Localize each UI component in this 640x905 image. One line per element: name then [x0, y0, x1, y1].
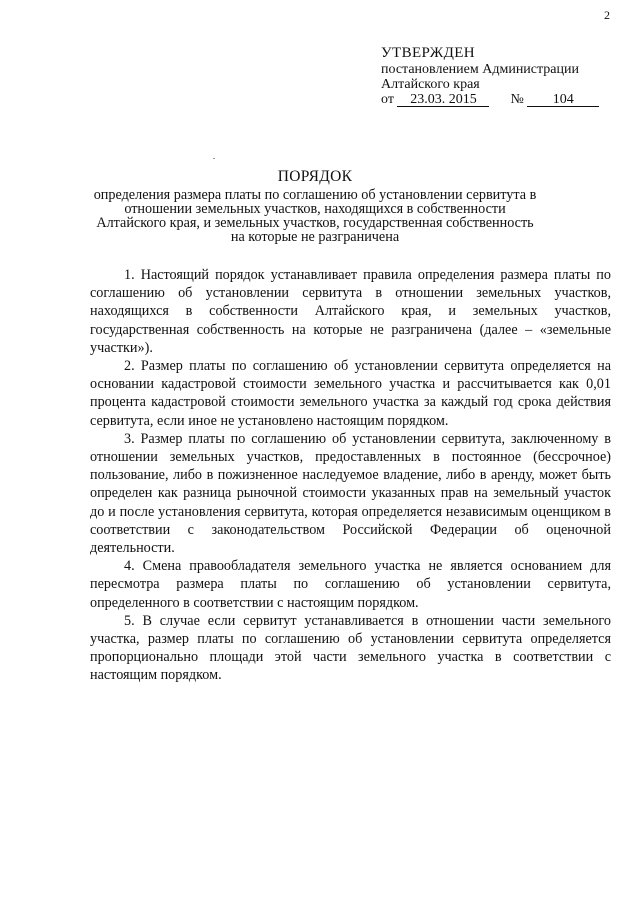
approval-line-1: постановлением Администрации [381, 62, 579, 77]
approval-number: 104 [527, 93, 599, 107]
document-title: ПОРЯДОК [277, 168, 353, 185]
approval-date: 23.03. 2015 [397, 93, 489, 107]
approval-line-2: Алтайского края [381, 77, 480, 92]
document-subtitle: определения размера платы по соглашению об установлении сервитута в отношении земельных участков, находящихся в собственности Алтайского края, и земельных участков, государственная собственность на которые не разграничена [93, 187, 537, 245]
document-body [90, 266, 611, 685]
paragraph-3: 3. Размер платы по соглашению об установлении сервитута, заключенному в отношении земельных участков, предоставленных в постоянное (бессрочное) пользование, либо в пожизненное наследуемое владение, либо в аренду, может быть определен как разница рыночной стоимости указанных прав на земельный участок до и после установления сервитута, которая определяется независимым оценщиком в соответствии с законодательством Российской Федерации об оценочной деятельности. [90, 430, 611, 557]
approval-number-label: № [510, 92, 524, 107]
paragraph-4: 4. Смена правообладателя земельного участка не является основанием для пересмотра размера платы по соглашению об установлении сервитута, определенного в соответствии с настоящим порядком. [90, 558, 611, 611]
approval-stamp [381, 46, 621, 107]
scan-speck [213, 158, 215, 159]
paragraph-1: 1. Настоящий порядок устанавливает правила определения размера платы по соглашению об установлении сервитута в отношении земельных участков, находящихся в собственности Алтайского края, и земельных участков, государственная собственность на которые не разграничена (далее – «земельные участки»). [90, 267, 611, 356]
paragraph-2: 2. Размер платы по соглашению об установлении сервитута определяется на основании кадастровой стоимости земельного участка и рассчитывается как 0,01 процента кадастровой стоимости земельного участка за каждый год срока действия сервитута, если иное не установлено настоящим порядком. [90, 358, 611, 429]
approval-from-label: от [381, 92, 394, 107]
page-number: 2 [604, 8, 610, 22]
approval-date-line [381, 92, 621, 107]
paragraph-5: 5. В случае если сервитут устанавливается в отношении части земельного участка, размер платы по соглашению об установлении сервитута определяется пропорционально площади этой части земельного участка в соответствии с настоящим порядком. [90, 612, 611, 684]
approval-heading: УТВЕРЖДЕН [381, 45, 476, 61]
document-header [90, 168, 540, 244]
